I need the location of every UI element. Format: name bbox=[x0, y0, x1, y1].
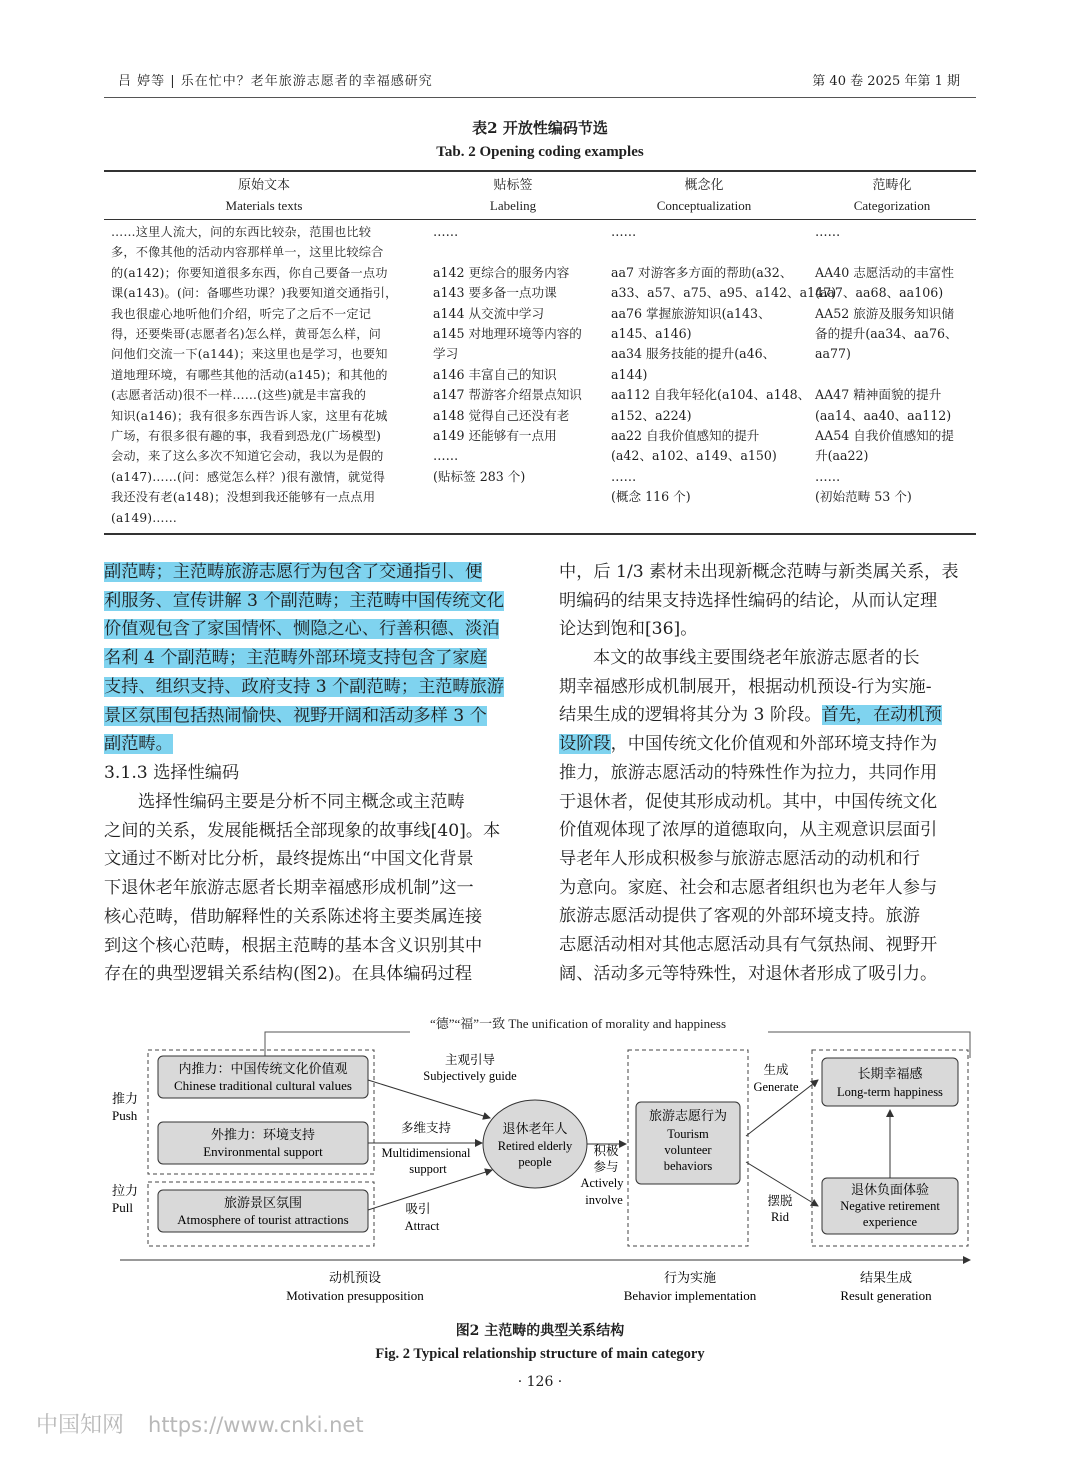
node-behavior bbox=[636, 1102, 740, 1184]
push-pull-labels bbox=[112, 1091, 138, 1215]
text-line: 旅游志愿活动提供了客观的外部环境支持。旅游 bbox=[559, 906, 920, 927]
text-line: 论达到饱和[36]。 bbox=[559, 619, 698, 640]
table-line: aa22 自我价值感知的提升 bbox=[611, 428, 760, 444]
edge-actively-involve bbox=[580, 1143, 626, 1207]
figure-diagram bbox=[100, 1010, 980, 1320]
table-line: …… bbox=[433, 224, 459, 239]
edge-label-zh: 生成 bbox=[763, 1063, 789, 1077]
phase-label-zh: 动机预设 bbox=[328, 1270, 382, 1285]
watermark-brand: 中国知网 bbox=[36, 1413, 125, 1438]
highlighted-text: 副范畴；主范畴旅游志愿行为包含了交通指引、便 bbox=[104, 562, 483, 582]
figure-title-arc bbox=[265, 1016, 970, 1058]
highlighted-text: 首先，在动机预 bbox=[821, 705, 942, 726]
edge-label-en: Rid bbox=[770, 1210, 790, 1224]
table-header-categorization bbox=[808, 176, 976, 216]
phase-label-en: Motivation presupposition bbox=[286, 1288, 424, 1303]
table-line: aa77) bbox=[815, 346, 851, 362]
cnki-watermark bbox=[36, 1408, 364, 1439]
edge-label-en: Multidimensional bbox=[381, 1146, 471, 1160]
node-negative-experience bbox=[822, 1178, 958, 1234]
column-header-en: Materials texts bbox=[225, 198, 303, 213]
table-line: 我还没有老(a148)；没想到我还能够有一点点用 bbox=[111, 490, 376, 505]
highlighted-text: 利服务、宣传讲解 3 个副范畴；主范畴中国传统文化 bbox=[104, 590, 504, 611]
table-line: (志愿者活动)很不一样……(这些)就是丰富我的 bbox=[111, 388, 367, 403]
table-line: 问他们交流一下(a144)；来这里也是学习，也要知 bbox=[111, 347, 388, 362]
table-cell-materials bbox=[111, 222, 423, 528]
column-header-zh: 概念化 bbox=[684, 178, 724, 193]
table-line: a146 丰富自己的知识 bbox=[433, 366, 557, 382]
highlighted-text: 支持、组织支持、政府支持 3 个副范畴；主范畴旅游 bbox=[104, 676, 504, 697]
text-line: 结果生成的逻辑将其分为 3 阶段。 bbox=[559, 705, 822, 726]
table-caption-zh: 表2 开放性编码节选 bbox=[472, 119, 608, 137]
table-line: …… bbox=[815, 224, 841, 239]
table-line: 备的提升(aa34、aa76、 bbox=[815, 326, 958, 342]
table-line: AA52 旅游及服务知识储 bbox=[815, 305, 954, 321]
table-line: a33、a57、a75、a95、a142、a147) bbox=[611, 285, 837, 301]
watermark-url: https://www.cnki.net bbox=[148, 1413, 364, 1437]
text-line: 导老年人形成积极参与旅游志愿活动的动机和行 bbox=[559, 848, 920, 869]
highlighted-text: 副范畴。 bbox=[104, 734, 173, 755]
table-line: 得，还要柴哥(志愿者名)怎么样，黄哥怎么样，问 bbox=[111, 327, 382, 342]
node-label-en: Negative retirement bbox=[840, 1199, 940, 1213]
table-line: (概念 116 个) bbox=[611, 489, 691, 505]
edge-label-zh: 摆脱 bbox=[767, 1194, 793, 1208]
table-line: 课(a143)。(问：备哪些功课？)我要知道交通指引， bbox=[111, 286, 398, 301]
table-line: (a149)…… bbox=[111, 510, 178, 525]
edge-label-zh: 吸引 bbox=[405, 1202, 431, 1216]
table-line: …… bbox=[433, 448, 459, 464]
text-line: 推力，旅游志愿活动的特殊性作为拉力，共同作用 bbox=[559, 762, 938, 783]
table-header-conceptualization bbox=[604, 176, 804, 216]
column-header-zh: 贴标签 bbox=[493, 178, 533, 193]
table-cell-labeling bbox=[433, 222, 605, 487]
highlighted-text: 景区氛围包括热闹愉快、视野开阔和活动多样 3 个 bbox=[104, 705, 487, 726]
right-paragraph-1 bbox=[559, 558, 977, 644]
text-line: 存在的典型逻辑关系结构(图2)。在具体编码过程 bbox=[104, 964, 473, 985]
edge-label-en: involve bbox=[585, 1193, 623, 1207]
node-retired-elderly bbox=[483, 1100, 587, 1188]
edge-subjective-guide bbox=[368, 1052, 517, 1118]
node-label-en: volunteer bbox=[664, 1143, 712, 1157]
text-line: 本文的故事线主要围绕老年旅游志愿者的长 bbox=[593, 648, 920, 668]
table-line: 我也很虚心地听他们介绍，听完了之后不一定记 bbox=[111, 306, 372, 321]
figure-caption-en: Fig. 2 Typical relationship structure of main category bbox=[375, 1346, 705, 1362]
unity-label: “德”“福”一致 The unification of morality and happiness bbox=[430, 1016, 727, 1031]
table-line: 多，不像其他的活动内容那样单一，这里比较综合 bbox=[111, 245, 384, 260]
table-line: (aa14、aa40、aa112) bbox=[815, 407, 952, 423]
node-long-term-happiness bbox=[822, 1058, 958, 1106]
table-line: (a147)……(问：感觉怎么样？)很有激情，就觉得 bbox=[111, 469, 386, 484]
highlighted-text: 价值观包含了家国情怀、恻隐之心、行善积德、淡泊 bbox=[104, 619, 500, 640]
right-paragraph-2 bbox=[559, 644, 977, 988]
push-label-zh: 推力 bbox=[112, 1091, 139, 1106]
column-header-en: Labeling bbox=[489, 198, 537, 213]
box-push-outer bbox=[158, 1122, 368, 1164]
box-push-inner bbox=[158, 1056, 368, 1098]
header-volume-issue: 第 40 卷 2025 年第 1 期 bbox=[812, 74, 960, 89]
node-label-zh: 长期幸福感 bbox=[857, 1066, 923, 1081]
column-header-zh: 范畴化 bbox=[872, 178, 912, 193]
table-line: a144 从交流中学习 bbox=[433, 305, 545, 321]
page-number: · 126 · bbox=[517, 1374, 563, 1390]
table-line: AA47 精神面貌的提升 bbox=[815, 387, 942, 403]
table-rule-bottom bbox=[104, 533, 976, 535]
edge-label-zh: 主观引导 bbox=[444, 1053, 496, 1067]
table-rule-mid bbox=[104, 219, 976, 220]
push-label-en: Push bbox=[112, 1108, 138, 1123]
table-line: …… bbox=[611, 468, 637, 484]
node-label-en: behaviors bbox=[663, 1159, 713, 1173]
table-line: a143 要多备一点功课 bbox=[433, 285, 557, 301]
box-label-en: Environmental support bbox=[203, 1144, 323, 1159]
table-line: …… bbox=[611, 224, 637, 239]
edge-label-en: support bbox=[409, 1162, 447, 1176]
table-line: 升(aa22) bbox=[815, 448, 869, 464]
header-rule bbox=[104, 97, 976, 98]
table-line: a147 帮游客介绍景点知识 bbox=[433, 387, 582, 403]
table-line: 的(a142)；你要知道很多东西，你自己要备一点功 bbox=[111, 265, 388, 280]
node-label-en: Retired elderly bbox=[497, 1139, 573, 1153]
box-label-zh: 内推力：中国传统文化价值观 bbox=[178, 1061, 348, 1076]
edge-label-en: Actively bbox=[580, 1176, 624, 1190]
table-line: a144) bbox=[611, 366, 648, 382]
highlighted-text: 设阶段 bbox=[559, 734, 611, 755]
node-label-zh: 退休老年人 bbox=[502, 1121, 568, 1136]
node-label-zh: 退休负面体验 bbox=[850, 1182, 930, 1197]
text-line: 之间的关系，发展能概括全部现象的故事线[40]。本 bbox=[104, 820, 501, 841]
edge-rid bbox=[746, 1162, 818, 1224]
table-line bbox=[611, 242, 811, 262]
box-label-zh: 旅游景区氛围 bbox=[223, 1195, 303, 1210]
table-line: a142 更综合的服务内容 bbox=[433, 264, 570, 280]
table-line: (aa7、aa68、aa106) bbox=[815, 285, 944, 301]
section-title bbox=[104, 759, 522, 788]
node-label-en: experience bbox=[862, 1215, 918, 1229]
node-label-zh: 旅游志愿行为 bbox=[648, 1108, 728, 1123]
highlighted-text: 名利 4 个副范畴；主范畴外部环境支持包含了家庭 bbox=[104, 648, 487, 669]
phase-label-zh: 结果生成 bbox=[859, 1270, 913, 1285]
node-label-en: Tourism bbox=[667, 1127, 709, 1141]
table-header-labeling bbox=[428, 176, 598, 216]
table-line: a149 还能够有一点用 bbox=[433, 428, 557, 444]
table-line bbox=[433, 242, 605, 262]
column-header-en: Categorization bbox=[853, 198, 931, 213]
box-label-zh: 外推力：环境支持 bbox=[210, 1127, 316, 1142]
edge-label-zh: 积极 bbox=[593, 1144, 619, 1158]
table-line: 道地理环境，有哪些其他的活动(a145)；和其他的 bbox=[111, 367, 388, 382]
column-header-en: Conceptualization bbox=[656, 198, 752, 213]
phase-axis bbox=[120, 1260, 970, 1303]
table-line: (贴标签 283 个) bbox=[433, 468, 526, 484]
phase-label-en: Behavior implementation bbox=[623, 1288, 757, 1303]
table-line: a145、a146) bbox=[611, 326, 692, 342]
phase-label-en: Result generation bbox=[840, 1288, 932, 1303]
edge-label-zh: 多维支持 bbox=[400, 1121, 452, 1135]
box-pull bbox=[158, 1190, 368, 1232]
header-authors-title: 吕 婷等 | 乐在忙中？老年旅游志愿者的幸福感研究 bbox=[118, 74, 433, 89]
running-header bbox=[104, 70, 976, 90]
node-label-en: Long-term happiness bbox=[837, 1085, 943, 1099]
table-header-materials bbox=[104, 176, 424, 216]
table-line: AA40 志愿活动的丰富性 bbox=[815, 264, 954, 280]
table-line: aa76 掌握旅游知识(a143、 bbox=[611, 305, 771, 321]
table-line: a148 觉得自己还没有老 bbox=[433, 407, 570, 423]
text-line: 下退休老年旅游志愿者长期幸福感形成机制”这一 bbox=[104, 878, 474, 899]
text-line: 期幸福感形成机制展开，根据动机预设-行为实施- bbox=[559, 676, 932, 697]
edge-multidimensional-support bbox=[368, 1120, 482, 1176]
edge-label-en: Attract bbox=[404, 1219, 440, 1233]
edge-generate bbox=[746, 1062, 818, 1136]
table-line: ……这里人流大，问的东西比较杂，范围也比较 bbox=[111, 225, 372, 239]
table-cell-categories bbox=[815, 222, 975, 508]
table-line: (初始范畴 53 个) bbox=[815, 489, 912, 505]
table-line bbox=[815, 365, 975, 385]
text-line: 志愿活动相对其他志愿活动具有气氛热闹、视野开 bbox=[559, 935, 938, 956]
text-line: 阔、活动多元等特殊性，对退休者形成了吸引力。 bbox=[559, 963, 938, 984]
table-line bbox=[815, 242, 975, 262]
table-line: a145 对地理环境等内容的 bbox=[433, 326, 582, 342]
phase-label-zh: 行为实施 bbox=[663, 1270, 717, 1285]
text-line: 明编码的结果支持选择性编码的结论，从而认定理 bbox=[559, 590, 938, 611]
text-line: 为意向。家庭、社会和志愿者组织也为老年人参与 bbox=[559, 877, 938, 898]
text-line: 选择性编码主要是分析不同主概念或主范畴 bbox=[138, 792, 465, 812]
pull-label-zh: 拉力 bbox=[112, 1183, 139, 1198]
text-line: 价值观体现了浓厚的道德取向，从主观意识层面引 bbox=[559, 820, 938, 841]
edge-label-en: Subjectively guide bbox=[423, 1069, 517, 1083]
text-line: 核心范畴，借助解释性的关系陈述将主要类属连接 bbox=[104, 906, 483, 927]
table-line: 广场，有很多很有趣的事，我看到恐龙(广场模型) bbox=[111, 429, 382, 444]
edge-label-en: Generate bbox=[753, 1080, 799, 1094]
edge-attract bbox=[368, 1170, 492, 1233]
table-line: 会动，来了这么多次不知道它会动，我以为是假的 bbox=[111, 449, 384, 464]
table-line: AA54 自我价值感知的提 bbox=[815, 428, 954, 444]
table-caption-en: Tab. 2 Opening coding examples bbox=[436, 144, 644, 160]
text-line: 中，后 1/3 素材未出现新概念范畴与新类属关系，表 bbox=[559, 562, 959, 582]
text-line: 于退休者，促使其形成动机。其中，中国传统文化 bbox=[559, 791, 938, 812]
table-line: a152、a224) bbox=[611, 407, 692, 423]
table-rule-top bbox=[104, 170, 976, 172]
left-paragraph bbox=[104, 788, 522, 989]
table-line: 知识(a146)；我有很多东西告诉人家，这里有花城 bbox=[111, 408, 388, 423]
table-line: aa112 自我年轻化(a104、a148、 bbox=[611, 387, 811, 403]
table-line: 学习 bbox=[433, 346, 459, 362]
text-line: ，中国传统文化价值观和外部环境支持作为 bbox=[610, 734, 938, 755]
section-heading: 3.1.3 选择性编码 bbox=[104, 763, 240, 783]
box-label-en: Chinese traditional cultural values bbox=[174, 1078, 352, 1093]
table-line: …… bbox=[815, 468, 841, 484]
table-line: aa34 服务技能的提升(a46、 bbox=[611, 346, 776, 362]
column-header-zh: 原始文本 bbox=[237, 178, 290, 193]
edge-label-zh: 参与 bbox=[593, 1160, 619, 1174]
left-highlighted-paragraph bbox=[104, 558, 522, 759]
node-label-en: people bbox=[518, 1155, 552, 1169]
table-line: (a42、a102、a149、a150) bbox=[611, 448, 777, 464]
text-line: 到这个核心范畴，根据主范畴的基本含义识别其中 bbox=[104, 935, 483, 956]
box-label-en: Atmosphere of tourist attractions bbox=[177, 1212, 349, 1227]
table-line: aa7 对游客多方面的帮助(a32、 bbox=[611, 264, 793, 280]
text-line: 文通过不断对比分析，最终提炼出“中国文化背景 bbox=[104, 849, 474, 870]
pull-label-en: Pull bbox=[112, 1200, 133, 1215]
figure-caption-zh: 图2 主范畴的典型关系结构 bbox=[455, 1323, 625, 1339]
